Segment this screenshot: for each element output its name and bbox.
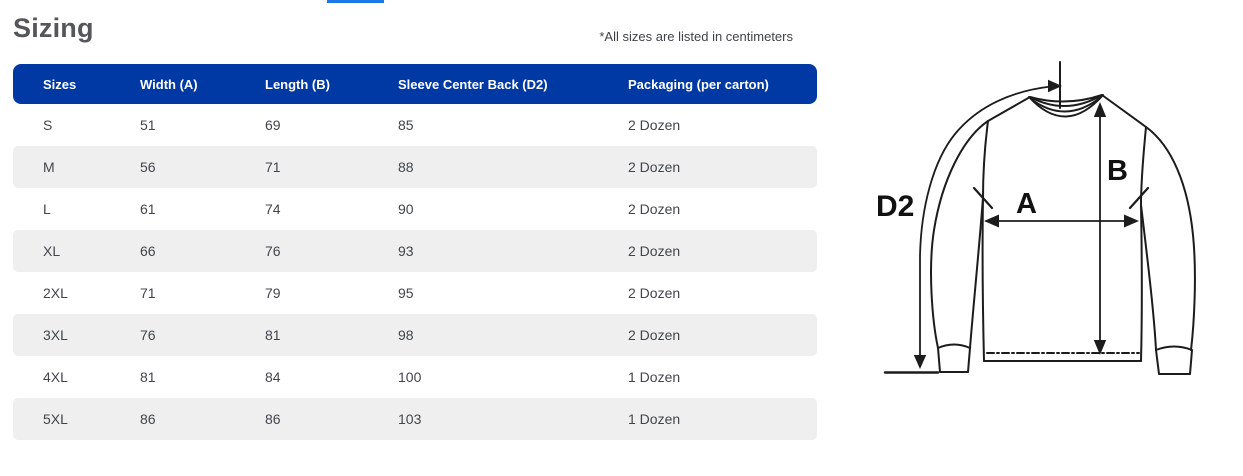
- cell-width: 71: [140, 285, 156, 301]
- table-row-s: [13, 104, 817, 146]
- size-table: [13, 64, 817, 440]
- cell-length: 69: [265, 117, 281, 133]
- cell-sleeve: 100: [398, 369, 422, 385]
- cell-length: 76: [265, 243, 281, 259]
- cell-size: M: [43, 159, 55, 175]
- cell-width: 76: [140, 327, 156, 343]
- cell-packaging: 1 Dozen: [628, 411, 681, 427]
- size-table-body: [13, 104, 817, 440]
- width-arrowhead-right: [1124, 215, 1139, 228]
- cell-packaging: 2 Dozen: [628, 201, 681, 217]
- width-arrowhead-left: [984, 215, 999, 228]
- right-cuff: [1156, 347, 1192, 375]
- cell-size: 4XL: [43, 369, 68, 385]
- cell-sleeve: 103: [398, 411, 422, 427]
- active-tab-underline[interactable]: [327, 0, 384, 3]
- cell-sleeve: 90: [398, 201, 414, 217]
- cell-length: 81: [265, 327, 281, 343]
- size-table-header-row: [13, 64, 817, 104]
- cell-sleeve: 95: [398, 285, 414, 301]
- cell-size: 2XL: [43, 285, 68, 301]
- left-armhole-seam: [983, 121, 988, 198]
- cell-length: 86: [265, 411, 281, 427]
- header-length: Length (B): [265, 76, 330, 92]
- cell-length: 79: [265, 285, 281, 301]
- length-b-label: B: [1107, 155, 1128, 187]
- d2-arrowhead-down: [914, 355, 926, 369]
- shirt-outline: [885, 62, 1195, 374]
- left-cuff: [938, 345, 970, 373]
- page-title: Sizing: [13, 13, 94, 43]
- cell-size: S: [43, 117, 53, 133]
- table-row-xl: [13, 230, 817, 272]
- cell-width: 61: [140, 201, 156, 217]
- left-sleeve-inner-edge: [970, 198, 983, 348]
- cell-size: 5XL: [43, 411, 68, 427]
- cell-width: 81: [140, 369, 156, 385]
- width-arrow: [984, 215, 1139, 228]
- cell-width: 66: [140, 243, 156, 259]
- cell-sleeve: 88: [398, 159, 414, 175]
- d2-label: D2: [876, 190, 915, 223]
- body-right-edge: [1141, 205, 1142, 361]
- table-row-4xl: [13, 356, 817, 398]
- cell-packaging: 2 Dozen: [628, 285, 681, 301]
- cell-packaging: 2 Dozen: [628, 243, 681, 259]
- cell-length: 71: [265, 159, 281, 175]
- cell-size: XL: [43, 243, 61, 259]
- length-arrowhead-up: [1094, 102, 1106, 117]
- table-row-2xl: [13, 272, 817, 314]
- cell-packaging: 1 Dozen: [628, 369, 681, 385]
- cell-size: 3XL: [43, 327, 68, 343]
- table-row-m: [13, 146, 817, 188]
- cell-sleeve: 85: [398, 117, 414, 133]
- cell-width: 86: [140, 411, 156, 427]
- header-packaging: Packaging (per carton): [628, 76, 769, 92]
- cell-sleeve: 93: [398, 243, 414, 259]
- table-row-5xl: [13, 398, 817, 440]
- header-width: Width (A): [140, 76, 198, 92]
- header-sleeve-center-back: Sleeve Center Back (D2): [398, 76, 548, 92]
- units-note: *All sizes are listed in centimeters: [599, 29, 793, 44]
- cell-width: 56: [140, 159, 156, 175]
- cell-packaging: 2 Dozen: [628, 327, 681, 343]
- header-sizes: Sizes: [43, 76, 77, 92]
- length-arrow: [1094, 102, 1106, 355]
- cell-width: 51: [140, 117, 156, 133]
- table-row-3xl: [13, 314, 817, 356]
- cell-packaging: 2 Dozen: [628, 159, 681, 175]
- cell-sleeve: 98: [398, 327, 414, 343]
- left-shoulder-seam: [988, 97, 1030, 121]
- cell-size: L: [43, 201, 51, 217]
- shirt-measurement-diagram: [860, 0, 1243, 476]
- right-shoulder-seam: [1102, 95, 1146, 127]
- cell-packaging: 2 Dozen: [628, 117, 681, 133]
- body-left-edge: [983, 198, 984, 361]
- right-underarm-tick: [1130, 188, 1148, 208]
- table-row-l: [13, 188, 817, 230]
- right-sleeve-inner-edge: [1141, 205, 1156, 350]
- cell-length: 74: [265, 201, 281, 217]
- cell-length: 84: [265, 369, 281, 385]
- width-a-label: A: [1016, 188, 1037, 220]
